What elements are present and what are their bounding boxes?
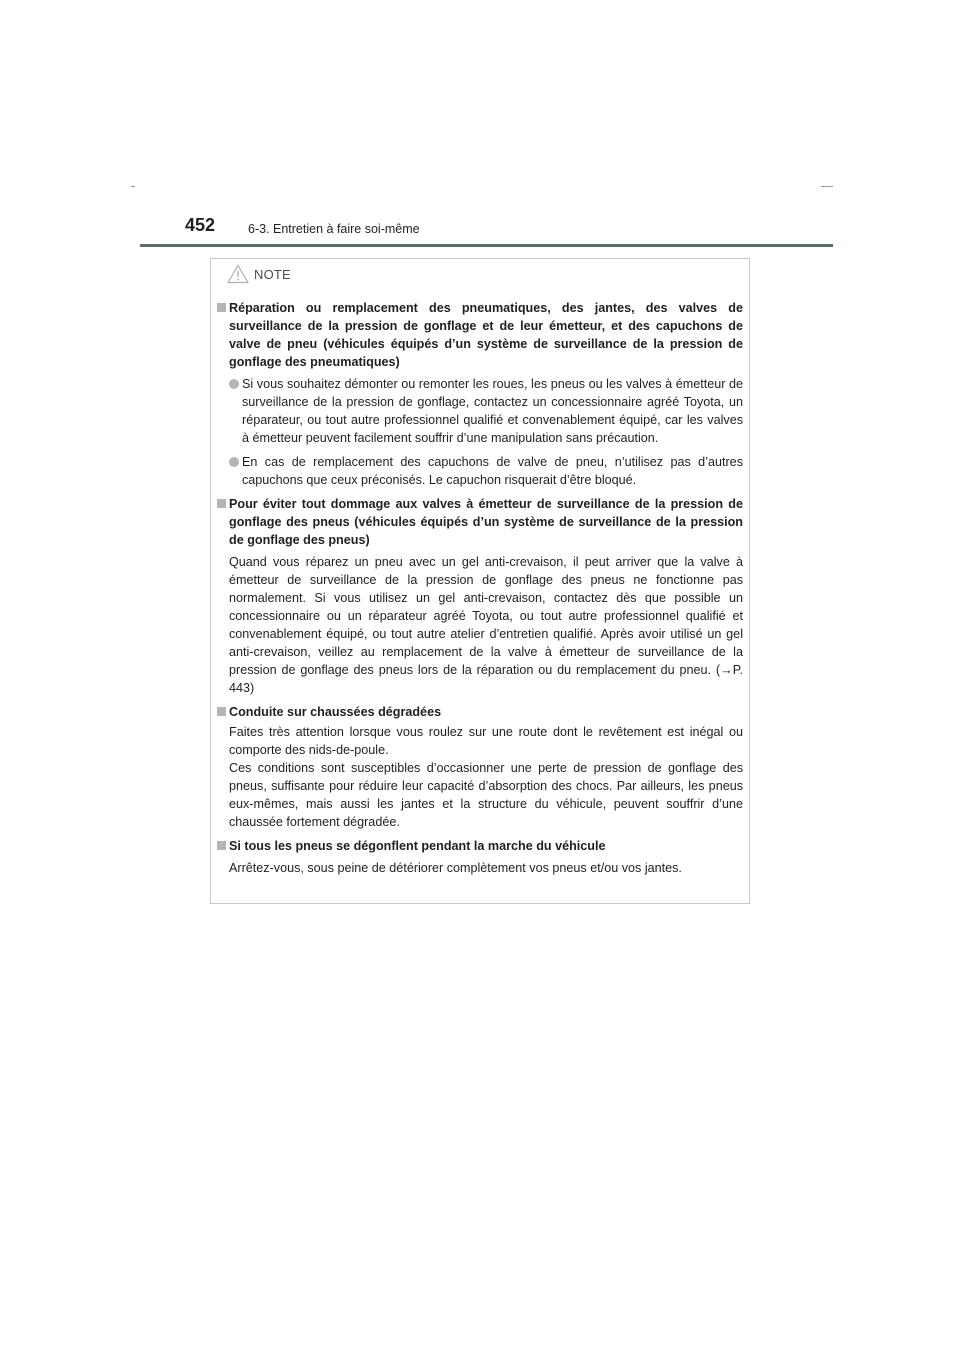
note-heading: Si tous les pneus se dégonflent pendant la marche du véhicule (217, 837, 743, 855)
note-paragraph: Ces conditions sont susceptibles d’occasionner une perte de pression de gonflage des pneus, suffisante pour réduire leur capacité d’absorption des chocs. Par ailleurs, les pneus eux-mêmes, mais aussi les jantes et la structure du véhicule, peuvent souffrir d’une chaussée fortement dégradée. (229, 761, 743, 829)
section-title: 6-3. Entretien à faire soi-même (248, 222, 420, 236)
circle-bullet-icon (229, 457, 239, 467)
note-bullet: En cas de remplacement des capuchons de valve de pneu, n’utilisez pas d’autres capuchons que ceux préconisés. Le capuchon risquerait d’être bloqué. (217, 453, 743, 489)
note-paragraph: Arrêtez-vous, sous peine de détériorer complètement vos pneus et/ou vos jantes. (229, 861, 682, 875)
crop-mark-right (821, 186, 833, 187)
page-number: 452 (185, 215, 216, 235)
note-paragraph: Faites très attention lorsque vous roulez sur une route dont le revêtement est inégal ou comporte des nids-de-poule. (229, 725, 743, 757)
note-header (227, 259, 291, 289)
header-rule (140, 244, 833, 247)
note-heading: Conduite sur chaussées dégradées (217, 703, 743, 721)
note-paragraph: Quand vous réparez un pneu avec un gel anti-crevaison, il peut arriver que la valve à émetteur de surveillance de la pression de gonflage des pneus ne fonctionne pas normalement. Si vous utilisez un gel anti-crevaison, contactez dès que possible un concessionnaire ou un réparateur agréé Toyota, ou tout autre professionnel qualifié et convenablement équipé, ou tout autre atelier d’entretien qualifié. Après avoir utilisé un gel anti-crevaison, veillez au remplacement de la valve à émetteur de surveillance de la pression de gonflage des pneus lors de la réparation ou du remplacement du pneu. (→P. 443) (229, 555, 743, 695)
square-bullet-icon (217, 303, 226, 312)
square-bullet-icon (217, 707, 226, 716)
square-bullet-icon (217, 841, 226, 850)
note-heading: Réparation ou remplacement des pneumatiques, des jantes, des valves de surveillance de la pression de gonflage et de leur émetteur, et des capuchons de valve de pneu (véhicules équipés d’un système de surveillance de la pression de gonflage des pneumatiques) (217, 299, 743, 371)
note-heading: Pour éviter tout dommage aux valves à émetteur de surveillance de la pression de gonflage des pneus (véhicules équipés d’un système de surveillance de la pression de gonflage des pneus) (217, 495, 743, 549)
note-bullet: Si vous souhaitez démonter ou remonter les roues, les pneus ou les valves à émetteur de surveillance de la pression de gonflage, contactez un concessionnaire agréé Toyota, un réparateur, ou tout autre professionnel qualifié et convenablement équipé, car les valves à émetteur peuvent facilement souffrir d’une manipulation sans précaution. (217, 375, 743, 447)
note-body (217, 299, 743, 877)
circle-bullet-icon (229, 379, 239, 389)
warning-triangle-icon (227, 264, 249, 284)
note-label: NOTE (254, 266, 291, 282)
square-bullet-icon (217, 499, 226, 508)
note-box (210, 258, 750, 904)
crop-mark-left (131, 186, 135, 187)
